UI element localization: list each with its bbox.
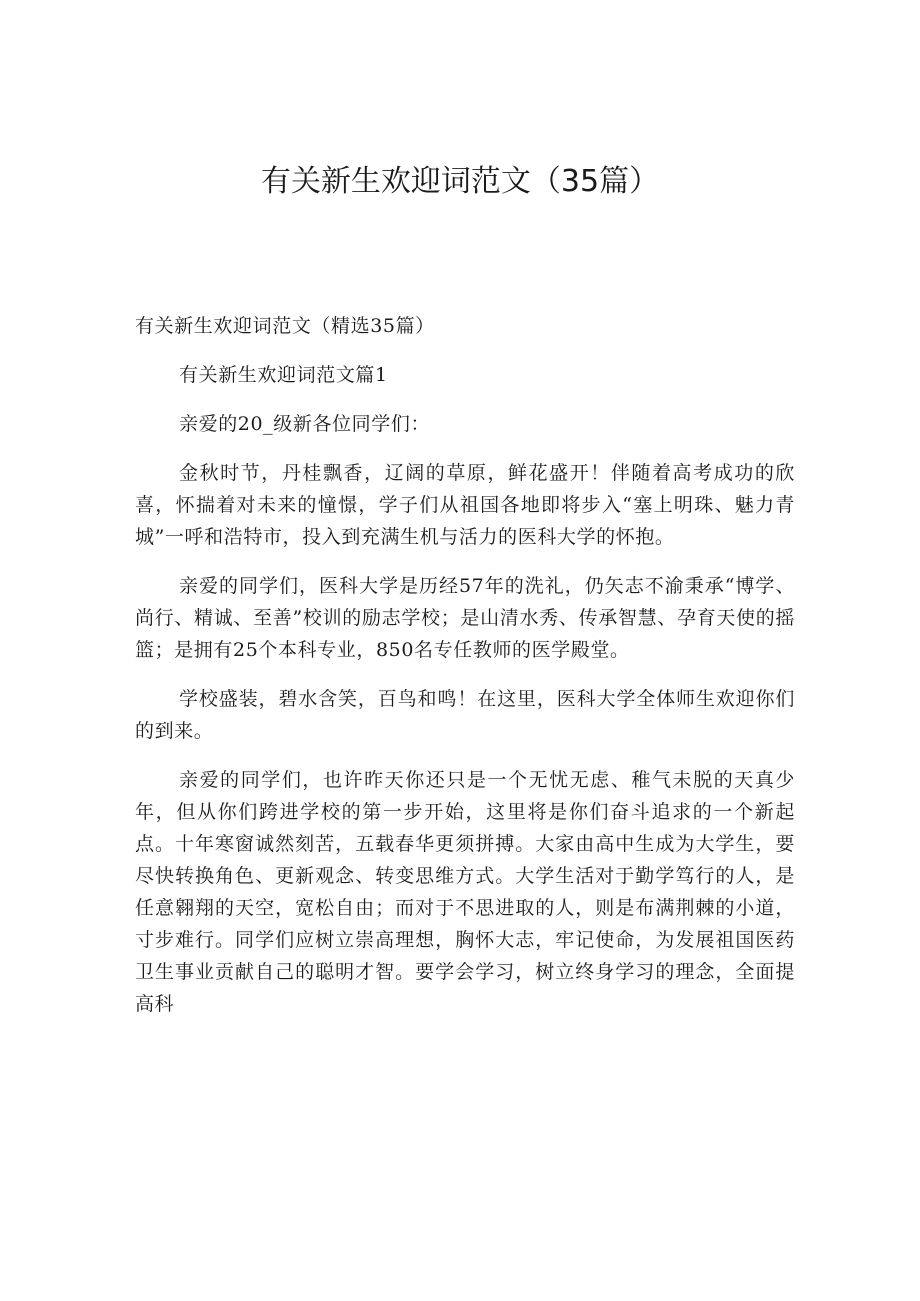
body-paragraph: 金秋时节，丹桂飘香，辽阔的草原，鲜花盛开！伴随着高考成功的欣喜，怀揣着对未来的憧憬，学子们从祖国各地即将步入“塞上明珠、魅力青城”一呼和浩特市，投入到充满生机与活力的医科大学的怀抱。 xyxy=(135,462,795,548)
document-title: 有关新生欢迎词范文（35篇） xyxy=(260,164,660,199)
salutation: 亲爱的20_级新各位同学们： xyxy=(179,413,431,435)
body-paragraph: 亲爱的同学们，也许昨天你还只是一个无忧无虑、稚气未脱的天真少年，但从你们跨进学校的第一步开始，这里将是你们奋斗追求的一个新起点。十年寒窗诚然刻苦，五载春华更须拼搏。大家由高中生成为大学生，要尽快转换角色、更新观念、转变思维方式。大学生活对于勤学笃行的人，是任意翱翔的天空，宽松自由；而对于不思进取的人，则是布满荆棘的小道，寸步难行。同学们应树立崇高理想，胸怀大志，牢记使命，为发展祖国医药卫生事业贡献自己的聪明才智。要学会学习，树立终身学习的理念，全面提高科 xyxy=(135,769,795,1015)
subtitle-paragraph: 有关新生欢迎词范文（精选35篇） xyxy=(135,315,435,337)
document-body xyxy=(135,310,795,1020)
body-paragraph: 学校盛装，碧水含笑，百鸟和鸣！在这里，医科大学全体师生欢迎你们的到来。 xyxy=(135,688,795,742)
body-paragraph: 亲爱的同学们，医科大学是历经57年的洗礼，仍矢志不渝秉承“博学、尚行、精诚、至善”校训的励志学校；是山清水秀、传承智慧、孕育天使的摇篮；是拥有25个本科专业，850名专任教师的医学殿堂。 xyxy=(135,575,795,661)
section-heading: 有关新生欢迎词范文篇1 xyxy=(179,364,388,386)
